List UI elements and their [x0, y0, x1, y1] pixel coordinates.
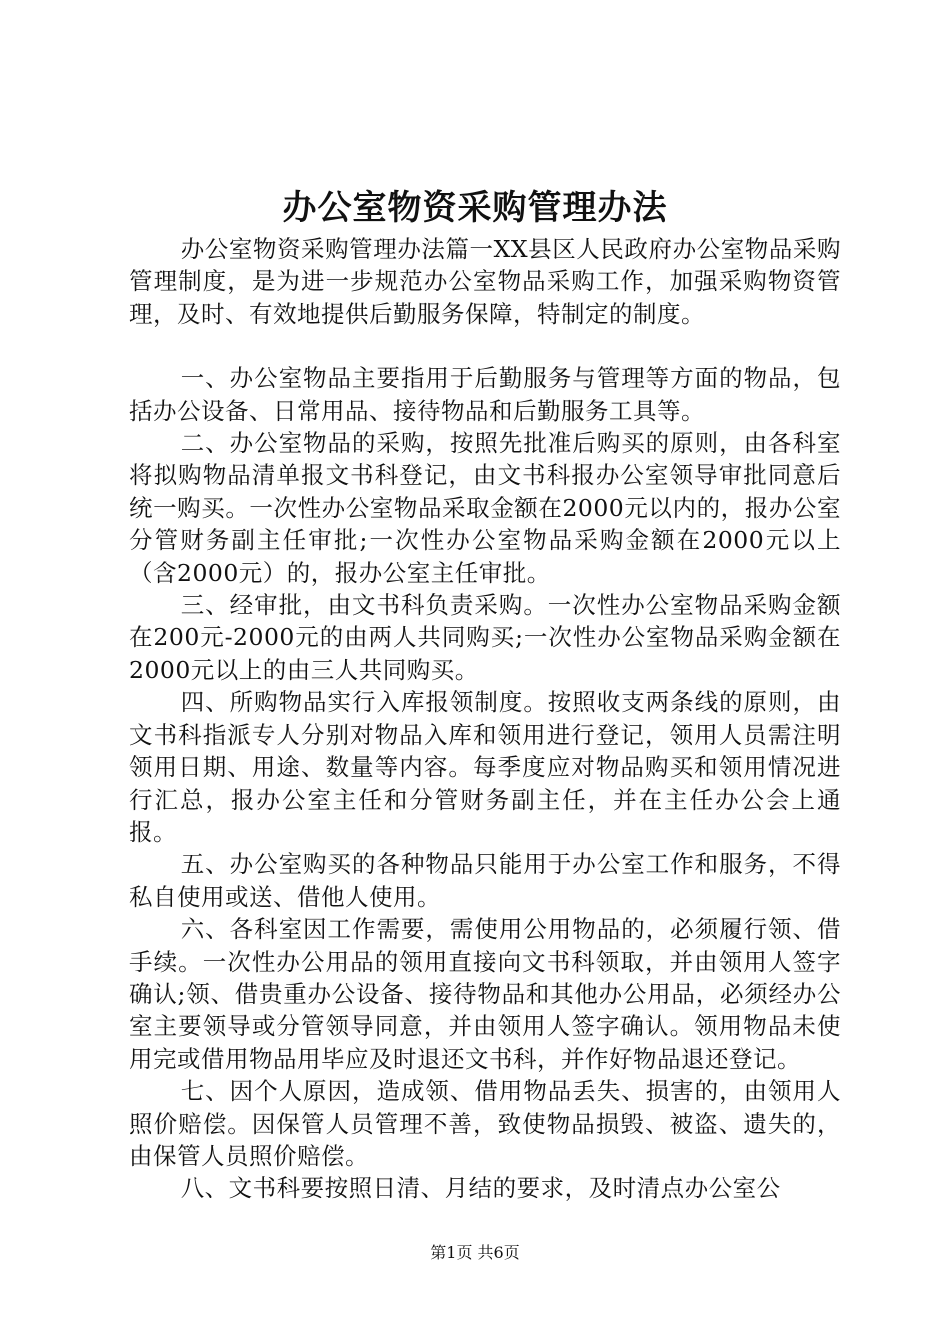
document-body	[129, 233, 841, 1205]
document-title: 办公室物资采购管理办法	[282, 188, 668, 228]
paragraph-3: 三、经审批，由文书科负责采购。一次性办公室物品采购金额在200元-2000元的由两人共同购买;一次性办公室物品采购金额在2000元以上的由三人共同购买。	[129, 591, 841, 684]
paragraph-7: 七、因个人原因，造成领、借用物品丢失、损害的，由领用人照价赔偿。因保管人员管理不善，致使物品损毁、被盗、遗失的，由保管人员照价赔偿。	[129, 1077, 841, 1170]
paragraph-8: 八、文书科要按照日清、月结的要求，及时清点办公室公	[180, 1174, 781, 1203]
paragraph-1: 一、办公室物品主要指用于后勤服务与管理等方面的物品，包括办公设备、日常用品、接待物品和后勤服务工具等。	[129, 364, 841, 425]
paragraph-6: 六、各科室因工作需要，需使用公用物品的，必须履行领、借手续。一次性办公用品的领用直接向文书科领取，并由领用人签字确认;领、借贵重办公设备、接待物品和其他办公用品，必须经办公室主要领导或分管领导同意，并由领用人签字确认。领用物品未使用完或借用物品用毕应及时退还文书科，并作好物品退还登记。	[129, 915, 841, 1073]
paragraph-5: 五、办公室购买的各种物品只能用于办公室工作和服务，不得私自使用或送、借他人使用。	[129, 850, 841, 911]
paragraph-intro: 办公室物资采购管理办法篇一XX县区人民政府办公室物品采购管理制度，是为进一步规范办公室物品采购工作，加强采购物资管理，及时、有效地提供后勤服务保障，特制定的制度。	[129, 235, 841, 328]
paragraph-4: 四、所购物品实行入库报领制度。按照收支两条线的原则，由文书科指派专人分别对物品入库和领用进行登记，领用人员需注明领用日期、用途、数量等内容。每季度应对物品购买和领用情况进行汇总，报办公室主任和分管财务副主任，并在主任办公会上通报。	[129, 688, 841, 846]
page-footer: 第1页 共6页	[430, 1243, 520, 1262]
paragraph-2: 二、办公室物品的采购，按照先批准后购买的原则，由各科室将拟购物品清单报文书科登记，由文书科报办公室领导审批同意后统一购买。一次性办公室物品采取金额在2000元以内的，报办公室分管财务副主任审批;一次性办公室物品采购金额在2000元以上（含2000元）的，报办公室主任审批。	[129, 429, 841, 587]
